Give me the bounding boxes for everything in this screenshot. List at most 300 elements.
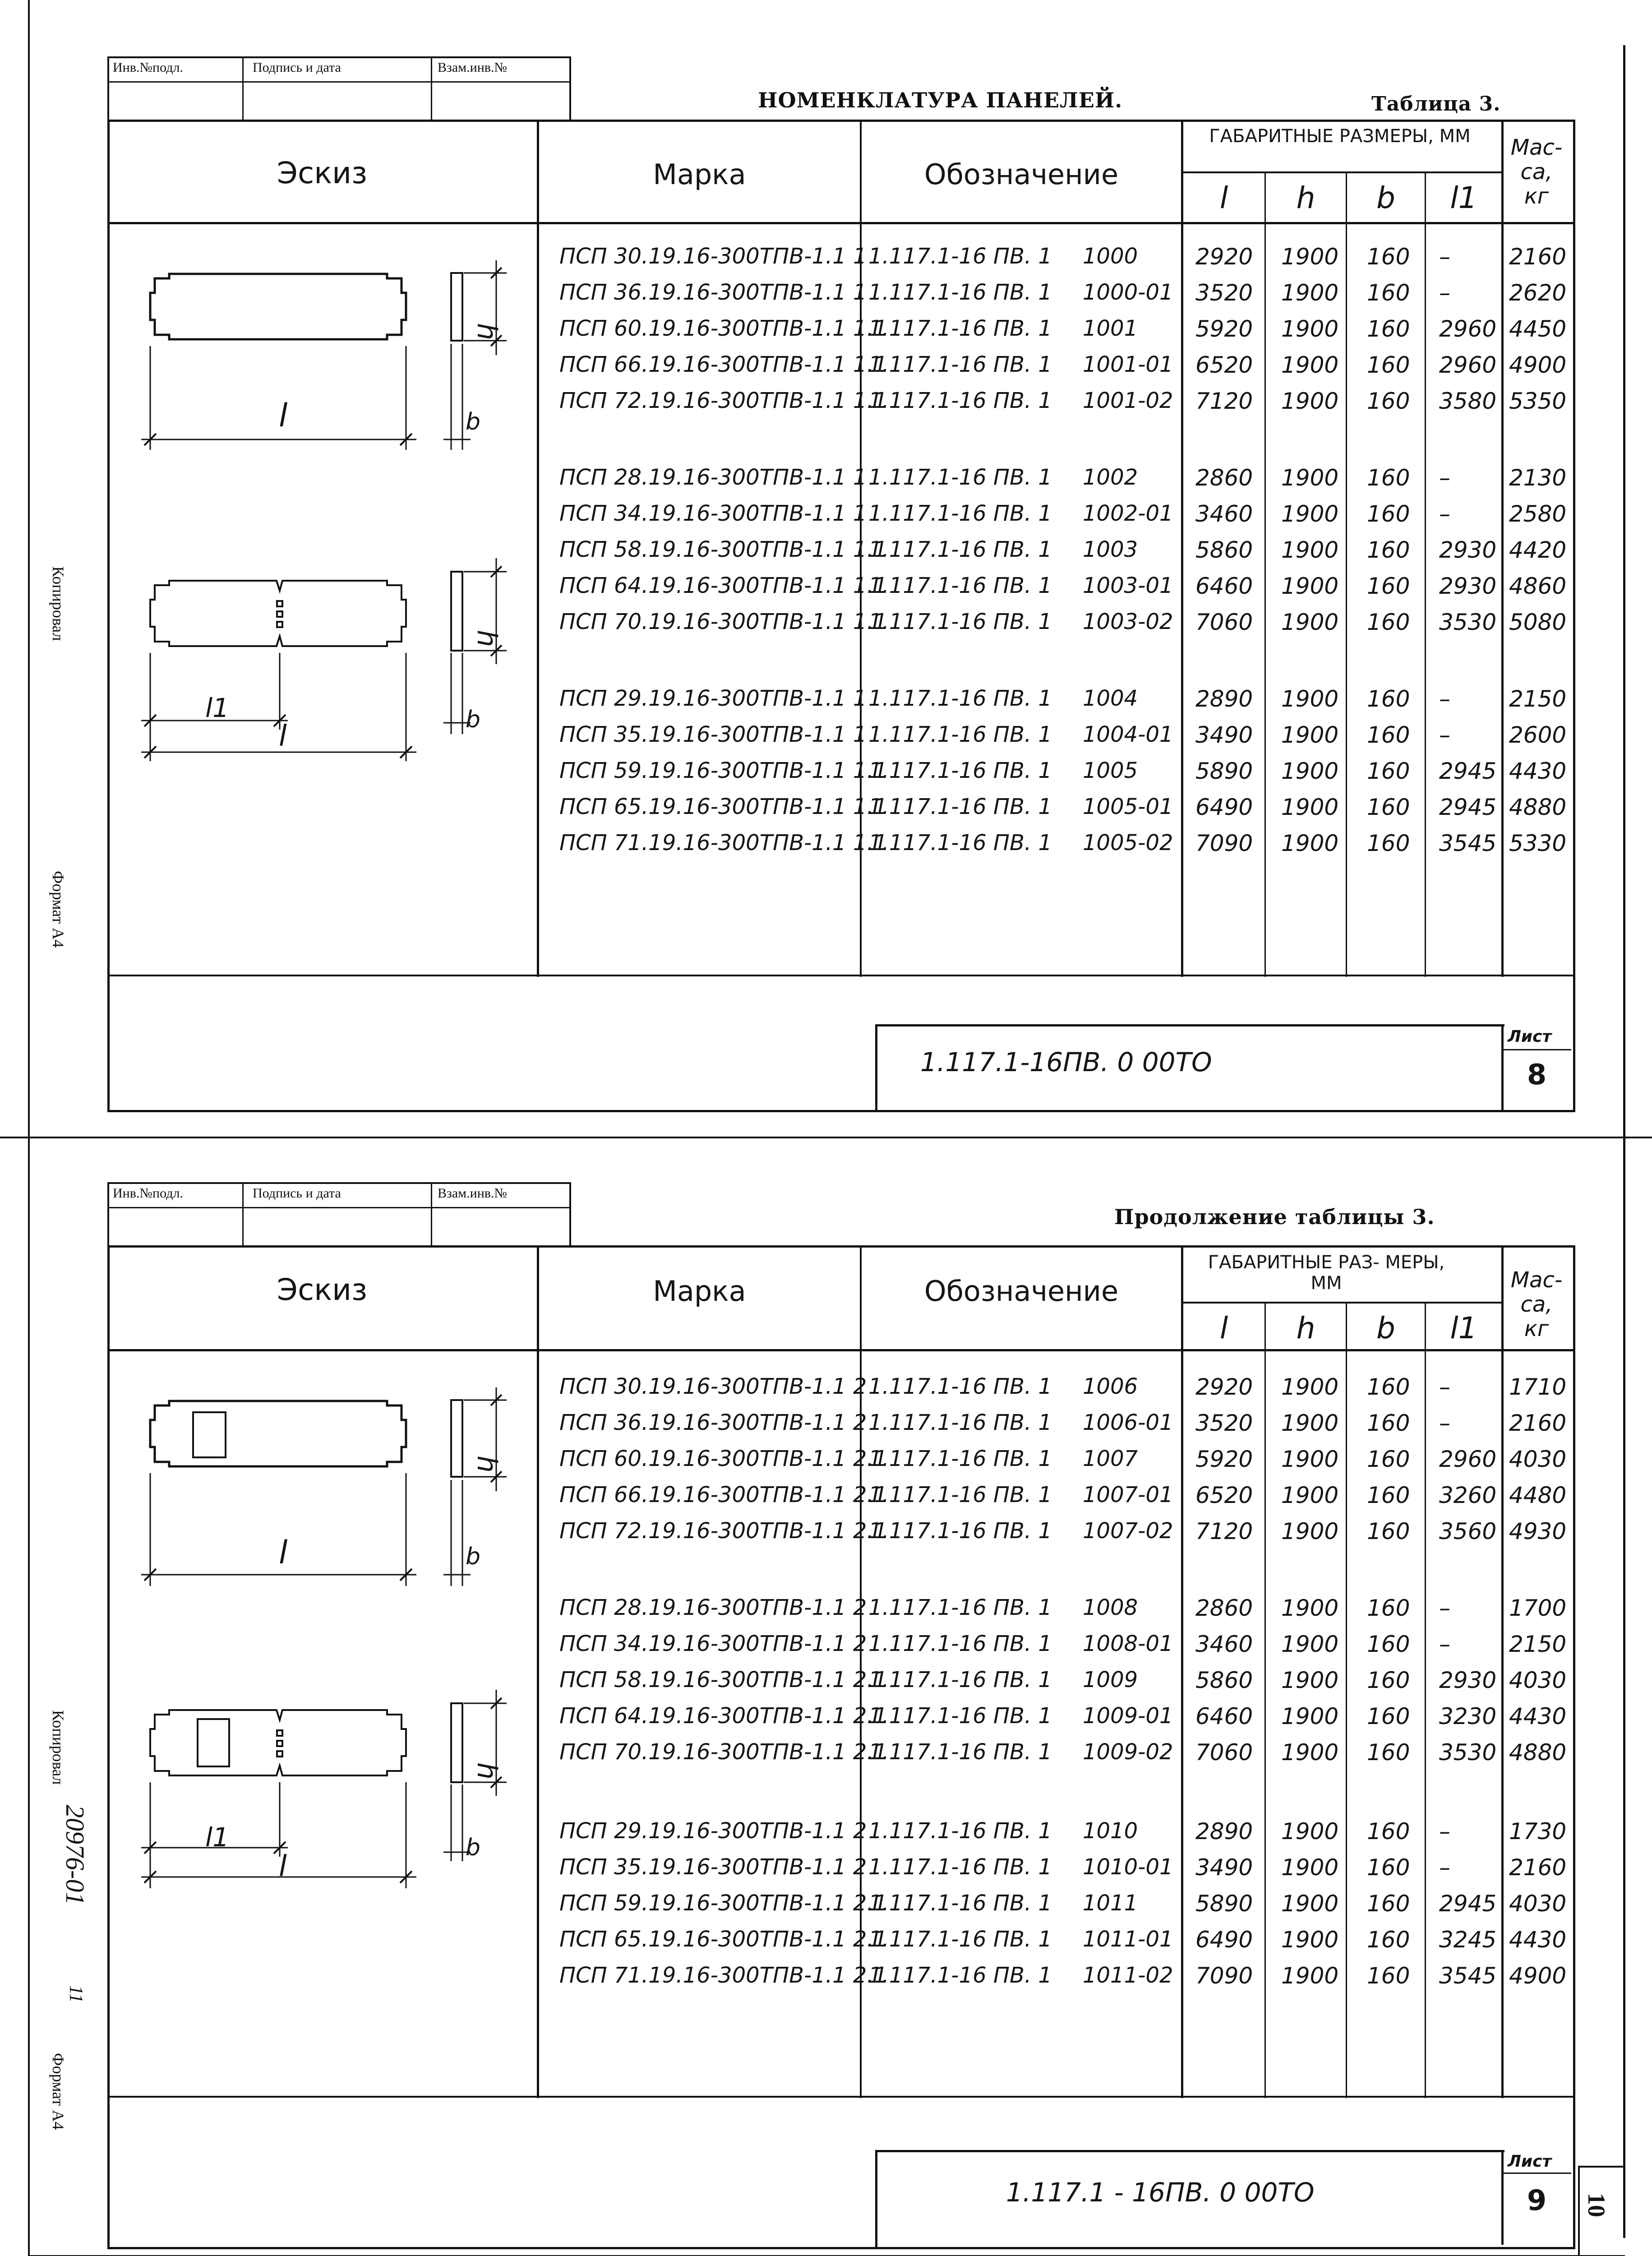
header-designation: Обозначение	[924, 158, 1119, 191]
cell-des: 1.117.1-16 ПВ. 1	[868, 1703, 1052, 1729]
cell-mark: ПСП 72.19.16-300ТПВ-1.1 1.1	[559, 388, 888, 413]
cell-mass: 1730	[1509, 1818, 1567, 1845]
sketch-label-h-2: h	[471, 629, 503, 647]
cell-l1: 2960	[1439, 352, 1497, 378]
h-col-line	[1346, 171, 1347, 977]
cell-b: 160	[1367, 758, 1410, 784]
cell-l: 5920	[1195, 316, 1253, 342]
cell-mass: 4450	[1509, 316, 1567, 342]
cell-l: 7060	[1195, 609, 1253, 635]
cell-b: 160	[1367, 537, 1410, 563]
cell-h: 1900	[1281, 465, 1339, 491]
cell-mass: 2160	[1509, 1854, 1567, 1881]
cell-l1: 3545	[1439, 830, 1497, 856]
cell-l1: 3560	[1439, 1518, 1497, 1544]
cell-mark: ПСП 35.19.16-300ТПВ-1.1 1	[559, 722, 867, 747]
cell-l1: 3530	[1439, 1739, 1497, 1766]
cell-mass: 1700	[1509, 1595, 1567, 1621]
cell-h: 1900	[1281, 1374, 1339, 1400]
cell-des: 1.117.1-16 ПВ. 1	[868, 722, 1052, 747]
title-block-code-2: 1.117.1 - 16ПВ. 0 00ТО	[1006, 2177, 1315, 2208]
cell-l1: –	[1439, 280, 1450, 306]
cell-l: 3490	[1195, 1854, 1253, 1881]
cell-b: 160	[1367, 794, 1410, 820]
sketch-label-l-4: l	[279, 1850, 287, 1883]
cell-l1: –	[1439, 1410, 1450, 1436]
stamp-divider-2	[107, 1207, 569, 1208]
cell-mark: ПСП 58.19.16-300ТПВ-1.1 1.1	[559, 537, 888, 562]
stamp-inv-2: Инв.№подл.	[113, 1186, 183, 1201]
cell-des: 1.117.1-16 ПВ. 1	[868, 758, 1052, 783]
cell-l1: 2945	[1439, 794, 1497, 820]
sketch-label-b-4: b	[466, 1834, 481, 1861]
b-col-line	[1425, 171, 1426, 977]
cell-des: 1.117.1-16 ПВ. 1	[868, 1518, 1052, 1544]
copied-label-1: Копировал	[49, 566, 67, 641]
cell-des: 1.117.1-16 ПВ. 1	[868, 1410, 1052, 1435]
cell-l: 6490	[1195, 1927, 1253, 1953]
cell-h: 1900	[1281, 573, 1339, 599]
cell-mass: 2580	[1509, 501, 1567, 527]
cell-l1: –	[1439, 501, 1450, 527]
cell-mark: ПСП 34.19.16-300ТПВ-1.1 2	[559, 1631, 867, 1656]
b-col-line-2	[1425, 1302, 1426, 2098]
cell-mark: ПСП 28.19.16-300ТПВ-1.1 2	[559, 1595, 867, 1620]
stamp-col-1-2	[242, 1182, 244, 1245]
stamp-inv: Инв.№подл.	[113, 60, 183, 75]
cell-h: 1900	[1281, 794, 1339, 820]
l-col-line	[1264, 171, 1266, 977]
header-l-2: l	[1219, 1311, 1228, 1345]
cell-des: 1.117.1-16 ПВ. 1	[868, 244, 1052, 269]
cell-des: 1.117.1-16 ПВ. 1	[868, 1595, 1052, 1620]
cell-des: 1.117.1-16 ПВ. 1	[868, 1927, 1052, 1952]
mass-col-line-2	[1501, 1245, 1504, 2098]
cell-des: 1.117.1-16 ПВ. 1	[868, 537, 1052, 562]
cell-des: 1.117.1-16 ПВ. 1	[868, 573, 1052, 598]
cell-des: 1.117.1-16 ПВ. 1	[868, 1631, 1052, 1656]
cell-l1: 2930	[1439, 573, 1497, 599]
cell-mass: 4930	[1509, 1518, 1567, 1544]
cell-l: 7090	[1195, 1963, 1253, 1989]
cell-code: 1003	[1083, 537, 1138, 562]
cell-b: 160	[1367, 388, 1410, 414]
header-h-2: h	[1296, 1311, 1315, 1345]
cell-l: 7120	[1195, 388, 1253, 414]
cell-h: 1900	[1281, 609, 1339, 635]
cell-l: 2920	[1195, 1374, 1253, 1400]
cell-code: 1005-01	[1083, 794, 1173, 819]
header-b: b	[1376, 180, 1395, 215]
cell-h: 1900	[1281, 352, 1339, 378]
sketch-col-line	[537, 120, 539, 977]
cell-l1: 3260	[1439, 1482, 1497, 1508]
cell-h: 1900	[1281, 1595, 1339, 1621]
cell-mark: ПСП 29.19.16-300ТПВ-1.1 2	[559, 1818, 867, 1844]
cell-h: 1900	[1281, 1667, 1339, 1693]
cell-code: 1002	[1083, 465, 1138, 490]
cell-l: 3460	[1195, 501, 1253, 527]
cell-l1: 3230	[1439, 1703, 1497, 1729]
sheet-number-2: 9	[1527, 2184, 1547, 2217]
table-label-2: Продолжение таблицы 3.	[1114, 1205, 1435, 1229]
sketch-col-line-2	[537, 1245, 539, 2098]
header-mass-2: Мас- са, кг	[1510, 1267, 1563, 1341]
header-mass: Мас- са, кг	[1510, 135, 1563, 209]
cell-mass: 2160	[1509, 1410, 1567, 1436]
cell-des: 1.117.1-16 ПВ. 1	[868, 1854, 1052, 1880]
sketch-label-l: l	[279, 397, 288, 434]
cell-b: 160	[1367, 1818, 1410, 1845]
cell-mass: 2620	[1509, 280, 1567, 306]
page-number: 10	[1583, 2193, 1610, 2217]
stamp-col-1	[242, 56, 244, 120]
header-sketch-2: Эскиз	[277, 1272, 368, 1307]
dims-sub-line-2	[1181, 1302, 1502, 1304]
cell-l: 5890	[1195, 758, 1253, 784]
cell-l: 5890	[1195, 1891, 1253, 1917]
sketch-label-b-3: b	[466, 1543, 481, 1570]
cell-code: 1003-02	[1083, 609, 1173, 634]
cell-h: 1900	[1281, 388, 1339, 414]
l-col-line-2	[1264, 1302, 1266, 2098]
cell-b: 160	[1367, 1667, 1410, 1693]
cell-b: 160	[1367, 1854, 1410, 1881]
cell-des: 1.117.1-16 ПВ. 1	[868, 388, 1052, 413]
sheet-box-divider	[1501, 1049, 1571, 1050]
cell-mark: ПСП 30.19.16-300ТПВ-1.1 2	[559, 1374, 867, 1399]
cell-des: 1.117.1-16 ПВ. 1	[868, 609, 1052, 634]
cell-l1: –	[1439, 1818, 1450, 1845]
cell-code: 1007-02	[1083, 1518, 1173, 1544]
header-l1-2: l1	[1450, 1311, 1477, 1345]
cell-h: 1900	[1281, 1518, 1339, 1544]
header-dims: ГАБАРИТНЫЕ РАЗМЕРЫ, ММ	[1209, 126, 1471, 147]
cell-h: 1900	[1281, 686, 1339, 712]
cell-des: 1.117.1-16 ПВ. 1	[868, 1963, 1052, 1988]
header-designation-2: Обозначение	[924, 1275, 1119, 1308]
cell-h: 1900	[1281, 1854, 1339, 1881]
cell-l: 6520	[1195, 352, 1253, 378]
cell-code: 1011	[1083, 1891, 1138, 1916]
cell-mark: ПСП 66.19.16-300ТПВ-1.1 1.1	[559, 352, 888, 377]
cell-code: 1003-01	[1083, 573, 1173, 598]
header-mark-2: Марка	[653, 1275, 746, 1308]
cell-des: 1.117.1-16 ПВ. 1	[868, 1891, 1052, 1916]
page-title: НОМЕНКЛАТУРА ПАНЕЛЕЙ.	[758, 88, 1123, 112]
header-l: l	[1219, 180, 1228, 215]
cell-l: 3520	[1195, 280, 1253, 306]
cell-b: 160	[1367, 1410, 1410, 1436]
cell-l: 2890	[1195, 1818, 1253, 1845]
sketch-label-l-2: l	[279, 720, 287, 753]
sheet-number: 8	[1527, 1058, 1547, 1091]
cell-h: 1900	[1281, 1446, 1339, 1472]
cell-des: 1.117.1-16 ПВ. 1	[868, 1818, 1052, 1844]
cell-mark: ПСП 58.19.16-300ТПВ-1.1 2.1	[559, 1667, 888, 1692]
cell-mark: ПСП 35.19.16-300ТПВ-1.1 2	[559, 1854, 867, 1880]
cell-mass: 4420	[1509, 537, 1567, 563]
cell-mark: ПСП 59.19.16-300ТПВ-1.1 1.1	[559, 758, 888, 783]
cell-mark: ПСП 65.19.16-300ТПВ-1.1 1.1	[559, 794, 888, 819]
cell-code: 1009-02	[1083, 1739, 1173, 1765]
stamp-exchange: Взам.инв.№	[438, 60, 508, 75]
cell-l: 7090	[1195, 830, 1253, 856]
cell-mass: 4880	[1509, 1739, 1567, 1766]
cell-b: 160	[1367, 1446, 1410, 1472]
cell-mass: 2130	[1509, 465, 1567, 491]
cell-mark: ПСП 64.19.16-300ТПВ-1.1 1.1	[559, 573, 888, 598]
sketch-label-l1: l1	[205, 693, 230, 723]
cell-mark: ПСП 28.19.16-300ТПВ-1.1 1	[559, 465, 867, 490]
stamp-col-2-2	[431, 1182, 432, 1245]
cell-l: 5860	[1195, 1667, 1253, 1693]
cell-mark: ПСП 65.19.16-300ТПВ-1.1 2.1	[559, 1927, 888, 1952]
cell-b: 160	[1367, 244, 1410, 270]
cell-h: 1900	[1281, 1482, 1339, 1508]
cell-mass: 4900	[1509, 352, 1567, 378]
cell-h: 1900	[1281, 1963, 1339, 1989]
stamp-sign-date: Подпись и дата	[253, 60, 341, 75]
cell-b: 160	[1367, 573, 1410, 599]
cell-l: 2860	[1195, 465, 1253, 491]
cell-l: 5860	[1195, 537, 1253, 563]
cell-des: 1.117.1-16 ПВ. 1	[868, 1446, 1052, 1471]
cell-b: 160	[1367, 609, 1410, 635]
cell-code: 1004	[1083, 686, 1138, 711]
cell-h: 1900	[1281, 1739, 1339, 1766]
cell-l: 7060	[1195, 1739, 1253, 1766]
cell-code: 1009-01	[1083, 1703, 1173, 1729]
des-col-line	[1181, 120, 1183, 977]
cell-l: 5920	[1195, 1446, 1253, 1472]
cell-l1: 3245	[1439, 1927, 1497, 1953]
cell-mark: ПСП 60.19.16-300ТПВ-1.1 1.1	[559, 316, 888, 341]
cell-l1: 3545	[1439, 1963, 1497, 1989]
sketch-label-b: b	[466, 408, 481, 435]
cell-code: 1010	[1083, 1818, 1138, 1844]
cell-l1: 3580	[1439, 388, 1497, 414]
cell-des: 1.117.1-16 ПВ. 1	[868, 1482, 1052, 1507]
cell-l: 6490	[1195, 794, 1253, 820]
cell-h: 1900	[1281, 1631, 1339, 1657]
cell-code: 1001-01	[1083, 352, 1173, 377]
h-col-line-2	[1346, 1302, 1347, 2098]
cell-mass: 4430	[1509, 1927, 1567, 1953]
cell-h: 1900	[1281, 830, 1339, 856]
cell-b: 160	[1367, 1595, 1410, 1621]
cell-l1: –	[1439, 1854, 1450, 1881]
cell-l: 2860	[1195, 1595, 1253, 1621]
dims-sub-line	[1181, 171, 1502, 173]
header-l1: l1	[1450, 180, 1477, 215]
cell-des: 1.117.1-16 ПВ. 1	[868, 1739, 1052, 1765]
cell-l: 3490	[1195, 722, 1253, 748]
cell-l: 6460	[1195, 1703, 1253, 1729]
cell-mark: ПСП 70.19.16-300ТПВ-1.1 2.1	[559, 1739, 888, 1765]
cell-b: 160	[1367, 465, 1410, 491]
doc-number-label: 20976-01	[60, 1805, 90, 1905]
cell-des: 1.117.1-16 ПВ. 1	[868, 1667, 1052, 1692]
doc-sheet-label: 11	[65, 1985, 86, 2003]
cell-h: 1900	[1281, 1703, 1339, 1729]
cell-code: 1006	[1083, 1374, 1138, 1399]
cell-l1: –	[1439, 244, 1450, 270]
cell-b: 160	[1367, 316, 1410, 342]
cell-mass: 4900	[1509, 1963, 1567, 1989]
cell-b: 160	[1367, 280, 1410, 306]
stamp-exchange-2: Взам.инв.№	[438, 1186, 508, 1201]
cell-code: 1007	[1083, 1446, 1138, 1471]
cell-code: 1011-02	[1083, 1963, 1173, 1988]
format-label-2: Формат А4	[49, 2053, 67, 2130]
cell-l1: 3530	[1439, 609, 1497, 635]
cell-mass: 2160	[1509, 244, 1567, 270]
cell-l: 2890	[1195, 686, 1253, 712]
cell-b: 160	[1367, 830, 1410, 856]
cell-h: 1900	[1281, 758, 1339, 784]
format-label-1: Формат А4	[49, 871, 67, 948]
cell-l: 6460	[1195, 573, 1253, 599]
cell-code: 1005-02	[1083, 830, 1173, 855]
sheet-box-left	[1501, 1024, 1504, 1110]
cell-b: 160	[1367, 501, 1410, 527]
cell-l1: –	[1439, 1595, 1450, 1621]
table-bottom-line	[107, 975, 1575, 976]
cell-h: 1900	[1281, 722, 1339, 748]
cell-mark: ПСП 72.19.16-300ТПВ-1.1 2.1	[559, 1518, 888, 1544]
sheet-label-2: Лист	[1508, 2152, 1552, 2171]
cell-l1: 2945	[1439, 1891, 1497, 1917]
cell-b: 160	[1367, 1703, 1410, 1729]
cell-code: 1004-01	[1083, 722, 1173, 747]
cell-l1: 2945	[1439, 758, 1497, 784]
cell-l1: 2960	[1439, 316, 1497, 342]
cell-des: 1.117.1-16 ПВ. 1	[868, 794, 1052, 819]
header-dims-2: ГАБАРИТНЫЕ РАЗ- МЕРЫ, ММ	[1208, 1252, 1445, 1294]
cell-l: 7120	[1195, 1518, 1253, 1544]
cell-mark: ПСП 59.19.16-300ТПВ-1.1 2.1	[559, 1891, 888, 1916]
cell-mark: ПСП 70.19.16-300ТПВ-1.1 1.1	[559, 609, 888, 634]
cell-l: 6520	[1195, 1482, 1253, 1508]
cell-mark: ПСП 36.19.16-300ТПВ-1.1 2	[559, 1410, 867, 1435]
cell-l: 3460	[1195, 1631, 1253, 1657]
cell-mass: 2150	[1509, 1631, 1567, 1657]
table-bottom-line-2	[107, 2096, 1575, 2098]
cell-l: 3520	[1195, 1410, 1253, 1436]
table-label: Таблица 3.	[1371, 92, 1501, 116]
cell-code: 1011-01	[1083, 1927, 1173, 1952]
cell-mark: ПСП 64.19.16-300ТПВ-1.1 2.1	[559, 1703, 888, 1729]
cell-mark: ПСП 30.19.16-300ТПВ-1.1 1	[559, 244, 867, 269]
sketch-label-b-2: b	[466, 706, 481, 733]
stamp-col-2	[431, 56, 432, 120]
cell-l1: 2930	[1439, 1667, 1497, 1693]
cell-b: 160	[1367, 352, 1410, 378]
cell-code: 1007-01	[1083, 1482, 1173, 1507]
cell-mass: 5350	[1509, 388, 1567, 414]
title-block-code: 1.117.1-16ПВ. 0 00ТО	[920, 1047, 1212, 1077]
cell-code: 1001-02	[1083, 388, 1173, 413]
cell-b: 160	[1367, 1891, 1410, 1917]
cell-b: 160	[1367, 1482, 1410, 1508]
cell-h: 1900	[1281, 280, 1339, 306]
cell-b: 160	[1367, 1631, 1410, 1657]
cell-b: 160	[1367, 722, 1410, 748]
cell-h: 1900	[1281, 1410, 1339, 1436]
cell-b: 160	[1367, 1927, 1410, 1953]
cell-mass: 5330	[1509, 830, 1567, 856]
sketch-label-h-3: h	[471, 1455, 503, 1473]
stamp-sign-date-2: Подпись и дата	[253, 1186, 341, 1201]
cell-mass: 2150	[1509, 686, 1567, 712]
mass-col-line	[1501, 120, 1504, 977]
cell-code: 1001	[1083, 316, 1138, 341]
sheet-label: Лист	[1508, 1027, 1552, 1046]
copied-label-2: Копировал	[49, 1710, 67, 1785]
cell-code: 1006-01	[1083, 1410, 1173, 1435]
cell-mark: ПСП 71.19.16-300ТПВ-1.1 2.1	[559, 1963, 888, 1988]
cell-mass: 4030	[1509, 1446, 1567, 1472]
cell-b: 160	[1367, 1518, 1410, 1544]
cell-l1: –	[1439, 686, 1450, 712]
cell-mark: ПСП 66.19.16-300ТПВ-1.1 2.1	[559, 1482, 888, 1507]
cell-des: 1.117.1-16 ПВ. 1	[868, 686, 1052, 711]
cell-des: 1.117.1-16 ПВ. 1	[868, 465, 1052, 490]
cell-mass: 2600	[1509, 722, 1567, 748]
cell-b: 160	[1367, 1963, 1410, 1989]
cell-mark: ПСП 29.19.16-300ТПВ-1.1 1	[559, 686, 867, 711]
cell-code: 1008	[1083, 1595, 1138, 1620]
header-h: h	[1296, 180, 1315, 215]
cell-code: 1009	[1083, 1667, 1138, 1692]
cell-des: 1.117.1-16 ПВ. 1	[868, 280, 1052, 305]
cell-l1: –	[1439, 722, 1450, 748]
sheet-box-divider-2	[1501, 2173, 1571, 2174]
cell-code: 1000-01	[1083, 280, 1173, 305]
cell-b: 160	[1367, 1374, 1410, 1400]
cell-des: 1.117.1-16 ПВ. 1	[868, 1374, 1052, 1399]
cell-l1: 2930	[1439, 537, 1497, 563]
sketch-label-h-4: h	[471, 1762, 503, 1780]
cell-mass: 4030	[1509, 1667, 1567, 1693]
cell-h: 1900	[1281, 1891, 1339, 1917]
cell-l1: –	[1439, 1631, 1450, 1657]
cell-des: 1.117.1-16 ПВ. 1	[868, 316, 1052, 341]
sheet-box-left-2	[1501, 2150, 1504, 2245]
cell-mass: 4880	[1509, 794, 1567, 820]
cell-l1: 2960	[1439, 1446, 1497, 1472]
cell-b: 160	[1367, 1739, 1410, 1766]
cell-h: 1900	[1281, 1818, 1339, 1845]
header-mark: Марка	[653, 158, 746, 191]
cell-l1: –	[1439, 465, 1450, 491]
cell-code: 1010-01	[1083, 1854, 1173, 1880]
cell-mark: ПСП 71.19.16-300ТПВ-1.1 1.1	[559, 830, 888, 855]
sketch-label-h: h	[471, 323, 503, 341]
cell-code: 1002-01	[1083, 501, 1173, 526]
cell-mass: 5080	[1509, 609, 1567, 635]
cell-mark: ПСП 60.19.16-300ТПВ-1.1 2.1	[559, 1446, 888, 1471]
cell-code: 1008-01	[1083, 1631, 1173, 1656]
cell-l1: –	[1439, 1374, 1450, 1400]
cell-mass: 4430	[1509, 758, 1567, 784]
cell-h: 1900	[1281, 501, 1339, 527]
cell-mass: 4860	[1509, 573, 1567, 599]
cell-des: 1.117.1-16 ПВ. 1	[868, 352, 1052, 377]
des-col-line-2	[1181, 1245, 1183, 2098]
cell-b: 160	[1367, 686, 1410, 712]
